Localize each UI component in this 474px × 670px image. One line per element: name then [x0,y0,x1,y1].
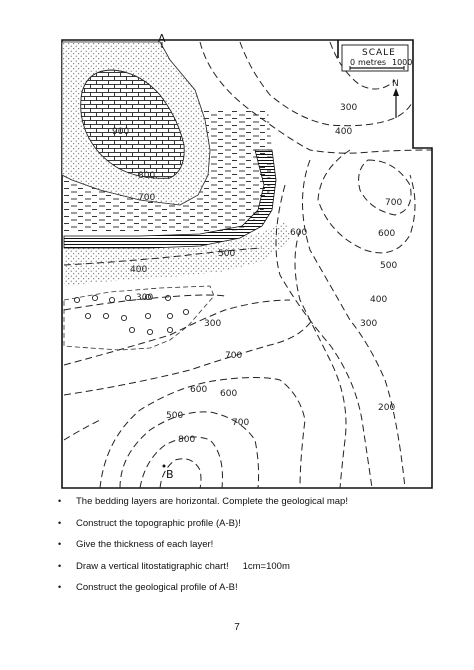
task-text: Construct the geological profile of A-B! [76,582,238,593]
task-item [58,496,438,507]
task-item [58,561,438,572]
bullet-icon: • [58,560,62,571]
contour-label: 600 [378,229,396,239]
task-item [58,539,438,550]
point-a-label: A [158,32,166,45]
contour-label: 700 [225,351,243,361]
contour-label: 400 [335,127,353,137]
contour-label: 300 [136,293,154,303]
north-arrow-icon [392,79,399,118]
bullet-icon: • [58,582,62,592]
contour-label: 400 [370,295,388,305]
north-label: N [392,79,399,89]
contour-label: 300 [360,319,378,329]
scale-max: 1000 [392,58,413,67]
contour-label: 300 [340,103,358,113]
task-text: Draw a vertical litostatigraphic chart! [76,560,229,572]
task-list [58,496,438,604]
bullet-icon: • [58,539,62,549]
page-number: 7 [234,622,240,633]
point-b-label: B [166,468,174,481]
contour-label: 600 [290,228,308,238]
bullet-icon: • [58,517,62,528]
scale-title: SCALE [362,48,396,58]
contour-label: 500 [166,411,184,421]
scale-box [342,45,412,71]
scale-unit: metres [358,58,387,67]
task-scale-note: 1cm=100m [242,560,290,572]
contour-label: 700 [138,193,156,203]
contour-label: 200 [378,403,396,413]
contour-label: 900 [112,127,130,137]
task-item [58,518,438,529]
contour-label: 700 [232,418,250,428]
contour-label: 500 [380,261,398,271]
task-text: The bedding layers are horizontal. Complete the geological map! [76,496,348,507]
contour-label: 600 [190,385,208,395]
scale-zero: 0 [350,58,356,67]
contour-label: 600 [220,389,238,399]
task-text: Give the thickness of each layer! [76,539,214,550]
contour-label: 800 [178,435,196,445]
contour-label: 500 [218,249,236,259]
contour-label: 800 [138,171,156,181]
contour-label: 300 [204,319,222,329]
contour-label: 400 [130,265,148,275]
task-text: Construct the topographic profile (A-B)! [76,517,241,529]
bullet-icon: • [58,496,62,506]
task-item [58,582,438,593]
contour-label: 700 [385,198,403,208]
